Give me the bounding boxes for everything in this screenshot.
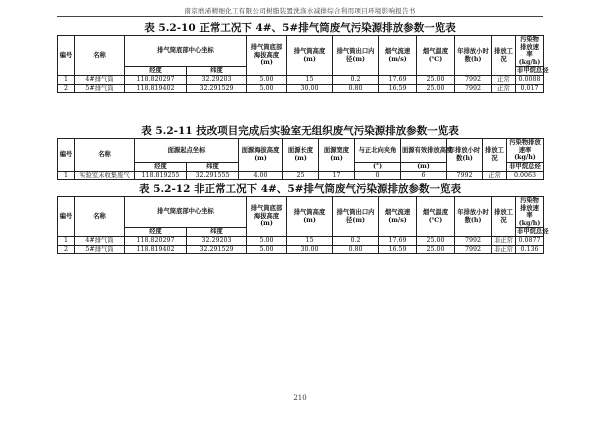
cell-temperature: 25.00 [417, 76, 455, 85]
col-header-no: 编号 [58, 36, 75, 76]
cell-diameter: 0.80 [333, 245, 379, 254]
col-header-rate: 污染物排放速率(kg/h) [516, 36, 544, 67]
col-header-diameter: 排气筒出口内径(m) [333, 36, 379, 76]
cell-no: 1 [58, 76, 75, 85]
cell-height: 30.00 [287, 84, 333, 93]
cell-hours: 7992 [455, 84, 492, 93]
cell-height: 15 [287, 76, 333, 85]
table-2 [57, 138, 544, 180]
col-header-rate: 污染物排放速率(kg/h) [507, 139, 544, 163]
col-header-coord: 排气筒底部中心坐标 [125, 36, 247, 67]
col-header-lon: 经度 [125, 67, 187, 76]
cell-diameter: 0.80 [333, 84, 379, 93]
cell-width: 17 [319, 171, 355, 180]
cell-temperature: 25.00 [417, 237, 455, 246]
col-header-effective-height: 面源有效排放高度 [401, 139, 447, 163]
cell-length: 25 [283, 171, 319, 180]
col-header-coord: 面源起点坐标 [135, 139, 239, 163]
cell-elevation: 5.00 [247, 237, 287, 246]
cell-hours: 7992 [447, 171, 483, 180]
table-row [58, 76, 544, 85]
col-header-temperature: 烟气温度(℃) [417, 36, 455, 76]
col-header-lon: 经度 [135, 162, 187, 171]
cell-no: 1 [58, 171, 75, 180]
header-divider [57, 16, 543, 17]
table-row [58, 237, 544, 246]
page-number: 210 [293, 394, 307, 402]
cell-lon: 118.819402 [125, 245, 187, 254]
cell-hours: 7992 [455, 245, 492, 254]
cell-height: 15 [287, 237, 333, 246]
col-header-lat: 纬度 [187, 228, 247, 237]
cell-condition: 正常 [492, 84, 516, 93]
col-header-effective-height-unit: (m) [401, 162, 447, 171]
col-header-lon: 经度 [125, 228, 187, 237]
table-3-title: 表 5.2-12 非正常工况下 4#、5#排气筒废气污染源排放参数一览表 [139, 183, 461, 195]
col-header-name: 名称 [75, 197, 125, 237]
col-header-pollutant: 非甲烷总烃 [517, 228, 549, 236]
col-header-condition: 排放工况 [483, 139, 507, 172]
col-header-lat: 纬度 [187, 67, 247, 76]
col-header-angle: 与正北向夹角 [355, 139, 401, 163]
cell-temperature: 25.00 [417, 84, 455, 93]
table-1 [57, 35, 549, 93]
cell-height: 30.00 [287, 245, 333, 254]
cell-condition: 非正常 [492, 237, 516, 246]
col-header-pollutant: 非甲烷总烃 [507, 162, 544, 171]
col-header-length: 面源长度(m) [283, 139, 319, 172]
cell-temperature: 25.00 [417, 245, 455, 254]
cell-condition: 正常 [492, 76, 516, 85]
cell-lon: 118.819402 [125, 84, 187, 93]
cell-lon: 118.820297 [125, 237, 187, 246]
cell-name: 4#排气筒 [75, 76, 125, 85]
cell-elevation: 5.00 [247, 245, 287, 254]
cell-velocity: 16.59 [379, 84, 417, 93]
cell-lon: 118.820297 [125, 76, 187, 85]
col-header-height: 排气筒高度(m) [287, 197, 333, 237]
cell-lon: 118.819255 [135, 171, 187, 180]
cell-name: 4#排气筒 [75, 237, 125, 246]
col-header-hours: 年排放小时数(h) [447, 139, 483, 172]
col-header-lat: 纬度 [187, 162, 239, 171]
cell-lat: 32.29203 [187, 237, 247, 246]
cell-name: 实验室未收集废气 [75, 171, 135, 180]
table-row [58, 245, 544, 254]
col-header-height: 排气筒高度(m) [287, 36, 333, 76]
cell-lat: 32.29203 [187, 76, 247, 85]
table-1-title: 表 5.2-10 正常工况下 4#、5#排气筒废气污染源排放参数一览表 [144, 22, 456, 34]
cell-lat: 32.291529 [187, 84, 247, 93]
cell-rate: 0.0877 [516, 237, 544, 246]
table-row [58, 171, 544, 180]
cell-lat: 32.291529 [187, 245, 247, 254]
table-3 [57, 196, 549, 254]
cell-rate: 0.136 [516, 245, 544, 254]
col-header-name: 名称 [75, 36, 125, 76]
cell-rate: 0.017 [516, 84, 544, 93]
col-header-diameter: 排气筒出口内径(m) [333, 197, 379, 237]
cell-elevation: 5.00 [247, 76, 287, 85]
cell-no: 2 [58, 245, 75, 254]
cell-elevation: 4.00 [239, 171, 283, 180]
col-header-velocity: 烟气流速(m/s) [379, 197, 417, 237]
cell-hours: 7992 [455, 237, 492, 246]
cell-effective-height: 6 [401, 171, 447, 180]
col-header-angle-unit: (°) [355, 162, 401, 171]
col-header-no: 编号 [58, 139, 75, 172]
cell-velocity: 17.69 [379, 76, 417, 85]
col-header-hours: 年排放小时数(h) [455, 197, 492, 237]
cell-velocity: 17.69 [379, 237, 417, 246]
cell-name: 5#排气筒 [75, 245, 125, 254]
cell-condition: 非正常 [492, 245, 516, 254]
cell-lat: 32.291555 [187, 171, 239, 180]
cell-diameter: 0.2 [333, 237, 379, 246]
cell-diameter: 0.2 [333, 76, 379, 85]
cell-velocity: 16.59 [379, 245, 417, 254]
col-header-name: 名称 [75, 139, 135, 172]
cell-elevation: 5.00 [247, 84, 287, 93]
col-header-rate: 污染物排放速率(kg/h) [516, 197, 544, 228]
cell-condition: 正常 [483, 171, 507, 180]
cell-name: 5#排气筒 [75, 84, 125, 93]
col-header-elevation: 面源海拔高度(m) [239, 139, 283, 172]
cell-no: 2 [58, 84, 75, 93]
table-row [58, 84, 544, 93]
cell-angle: 0 [355, 171, 401, 180]
col-header-condition: 排放工况 [492, 36, 516, 76]
col-header-elevation: 排气筒底部海拔高度(m) [247, 197, 287, 237]
cell-rate: 0.0063 [507, 171, 544, 180]
document-header: 南京磨浠精细化工有限公司树脂装置洗涤水减排综合利用项目环境影响报告书 [184, 7, 416, 15]
col-header-elevation: 排气筒底部海拔高度(m) [247, 36, 287, 76]
col-header-hours: 年排放小时数(h) [455, 36, 492, 76]
col-header-no: 编号 [58, 197, 75, 237]
table-2-title: 表 5.2-11 技改项目完成后实验室无组织废气污染源排放参数一览表 [141, 125, 459, 137]
cell-hours: 7992 [455, 76, 492, 85]
cell-no: 1 [58, 237, 75, 246]
col-header-condition: 排放工况 [492, 197, 516, 237]
col-header-temperature: 烟气温度(℃) [417, 197, 455, 237]
cell-rate: 0.0088 [516, 76, 544, 85]
col-header-velocity: 烟气流速(m/s) [379, 36, 417, 76]
col-header-pollutant: 非甲烷总烃 [517, 67, 549, 75]
col-header-coord: 排气筒底部中心坐标 [125, 197, 247, 228]
col-header-width: 面源宽度(m) [319, 139, 355, 172]
